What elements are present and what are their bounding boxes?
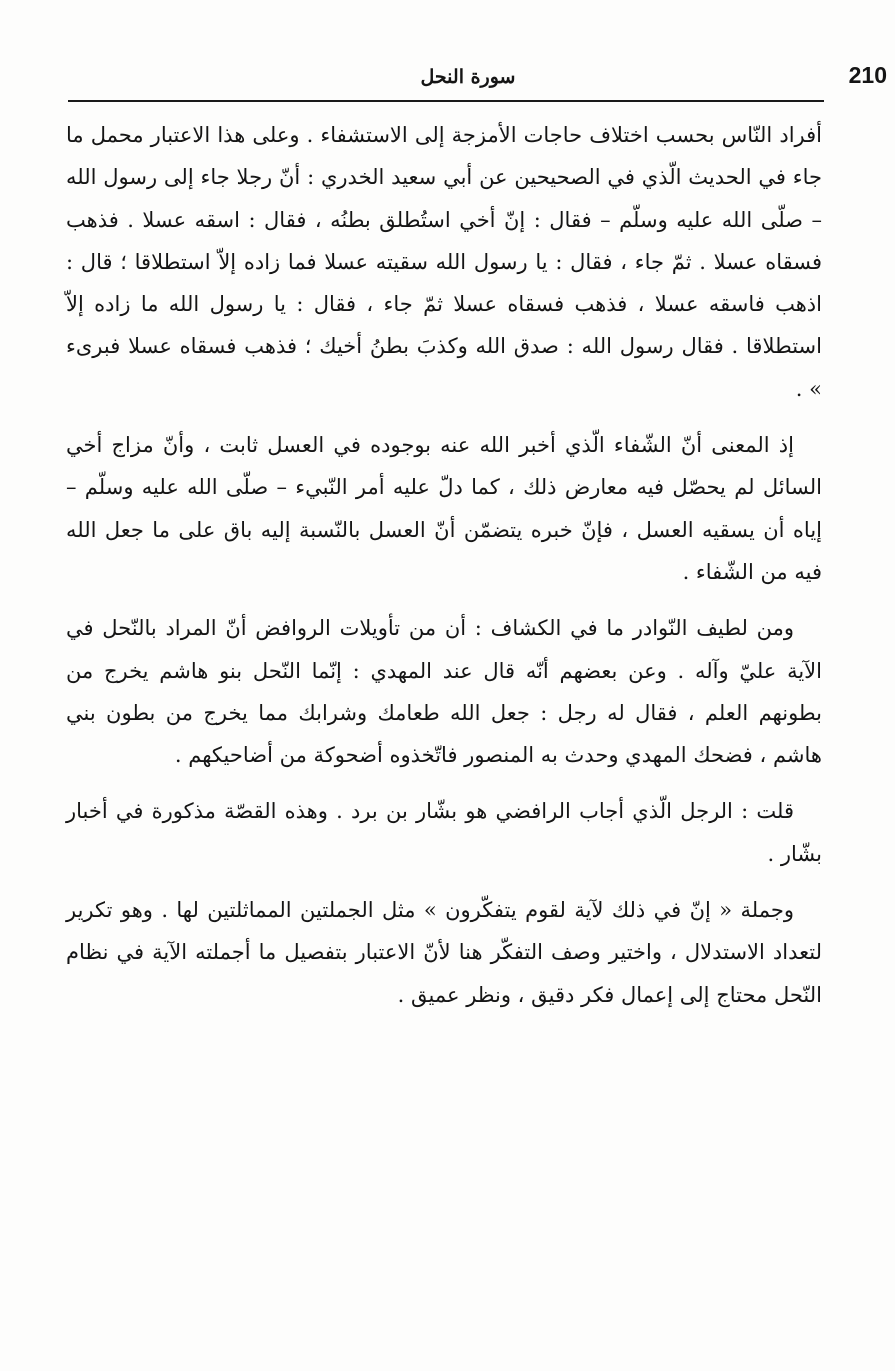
paragraph-3: ومن لطيف النّوادر ما في الكشاف : أن من تأويلات الروافض أنّ المراد بالنّحل في الآية عليّ وآله . وعن بعضهم أنّه قال عند المهدي : إنّما النّحل بنو هاشم يخرج من بطونهم العلم ، فقال له رجل : جعل الله طعامك وشرابك مما يخرج من بطون بني هاشم ، فضحك المهدي وحدث به المنصور فاتّخذوه أضحوكة من أضاحيكهم . [66,616,822,768]
running-title: سورة النحل [420,66,516,88]
body-text [66,114,822,1016]
header-rule [68,100,824,102]
page-header [68,58,887,102]
page-number: 210 [848,62,887,88]
paragraph-1: أفراد النّاس بحسب اختلاف حاجات الأمزجة إلى الاستشفاء . وعلى هذا الاعتبار محمل ما جاء في الحديث الّذي في الصحيحين عن أبي سعيد الخدري : أنّ رجلا جاء إلى رسول الله – صلّى الله عليه وسلّم – فقال : إنّ أخي استُطلق بطنُه ، فقال : اسقه عسلا . فذهب فسقاه عسلا . ثمّ جاء ، فقال : يا رسول الله سقيته عسلا فما زاده إلاّ استطلاقا ؛ قال : اذهب فاسقه عسلا ، فذهب فسقاه عسلا ثمّ جاء ، فقال : يا رسول الله ما زاده إلاّ استطلاقا . فقال رسول الله : صدق الله وكذبَ بطنُ أخيك ؛ فذهب فسقاه عسلا فبرىء » . [66,123,822,401]
paragraph-2: إذ المعنى أنّ الشّفاء الّذي أخبر الله عنه بوجوده في العسل ثابت ، وأنّ مزاج أخي السائل لم يحصّل فيه معارض ذلك ، كما دلّ عليه أمر النّبيء – صلّى الله عليه وسلّم – إياه أن يسقيه العسل ، فإنّ خبره يتضمّن أنّ العسل بالنّسبة إليه باق على ما جعل الله فيه من الشّفاء . [66,433,822,584]
paragraph-5: وجملة « إنّ في ذلك لآية لقوم يتفكّرون » مثل الجملتين المماثلتين لها . وهو تكرير لتعداد الاستدلال ، واختير وصف التفكّر هنا لأنّ الاعتبار بتفصيل ما أجملته الآية في نظام النّحل محتاج إلى إعمال فكر دقيق ، ونظر عميق . [66,898,822,1007]
paragraph-4: قلت : الرجل الّذي أجاب الرافضي هو بشّار بن برد . وهذه القصّة مذكورة في أخبار بشّار . [66,799,822,866]
